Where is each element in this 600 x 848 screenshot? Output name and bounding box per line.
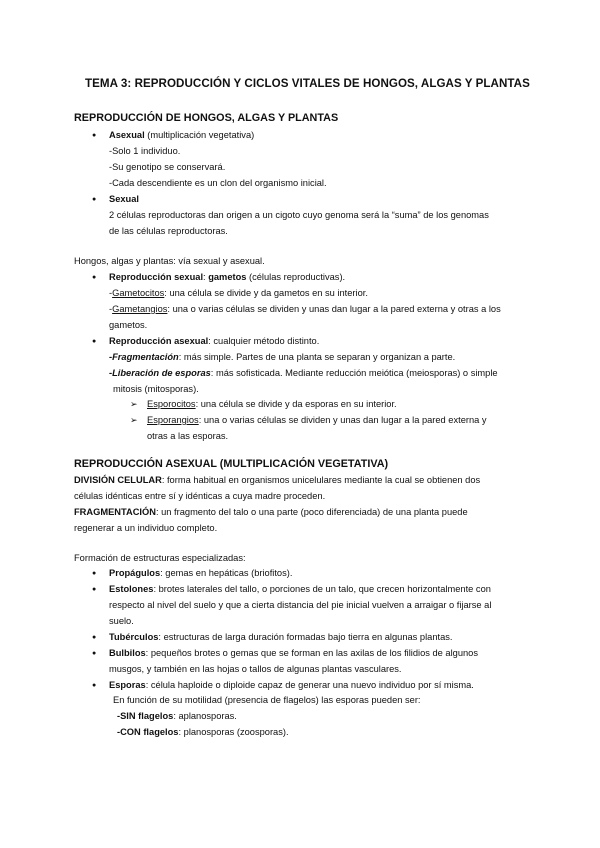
gametocitos-line — [109, 287, 368, 300]
item-term: Propágulos — [109, 568, 161, 578]
fragmentacion-rest: : más simple. Partes de una planta se separan y organizan a parte. — [178, 352, 456, 362]
item-term: Estolones — [109, 584, 154, 594]
bullet-icon: ● — [92, 650, 97, 657]
dash: - — [109, 288, 113, 298]
repsex-term: Reproducción sexual — [109, 272, 204, 282]
division-rest: : forma habitual en organismos unicelulares mediante la cual se obtienen dos — [161, 475, 481, 485]
page-title: TEMA 3: REPRODUCCIÓN Y CICLOS VITALES DE HONGOS, ALGAS Y PLANTAS — [85, 77, 530, 90]
liberacion-line — [109, 367, 498, 380]
bullet-icon: ● — [92, 682, 97, 689]
esporocitos-term: Esporocitos — [147, 399, 196, 409]
repasex-term: Reproducción asexual — [109, 336, 209, 346]
frag-line — [74, 506, 468, 519]
esporocitos-rest: : una célula se divide y da esporas en su interior. — [195, 399, 397, 409]
item-term: Esporas — [109, 680, 146, 690]
frag-term: FRAGMENTACIÓN — [74, 507, 156, 517]
con-flagelos-term: -CON flagelos — [117, 727, 179, 737]
list-item — [109, 679, 474, 692]
item-term: Bulbilos — [109, 648, 146, 658]
bullet-icon: ● — [92, 338, 97, 345]
asexual-term: Asexual — [109, 130, 145, 140]
intro-line: Hongos, algas y plantas: vía sexual y asexual. — [74, 256, 265, 266]
liberacion-cont: mitosis (mitosporas). — [113, 384, 199, 394]
sexual-term: Sexual — [109, 194, 139, 204]
gametangios-cont: gametos. — [109, 320, 148, 330]
item-rest: : célula haploide o diploide capaz de generar una nuevo individuo por sí misma. — [145, 680, 474, 690]
repsex-colon: : — [203, 272, 209, 282]
con-flagelos-line — [117, 726, 289, 739]
con-flagelos-rest: : planosporas (zoosporas). — [178, 727, 289, 737]
item-cont: musgos, y también en las hojas o tallos de algunas plantas vasculares. — [109, 664, 402, 674]
arrow-bullet-icon: ➢ — [130, 399, 138, 409]
liberacion-term: -Liberación de esporas — [109, 368, 211, 378]
esporangios-cont: otras a las esporas. — [147, 431, 229, 441]
asexual-line: -Su genotipo se conservará. — [109, 162, 226, 172]
gametocitos-term: Gametocitos — [112, 288, 165, 298]
esporangios-term: Esporangios — [147, 415, 199, 425]
list-item — [109, 631, 452, 644]
item-rest: : estructuras de larga duración formadas bajo tierra en algunas plantas. — [158, 632, 453, 642]
esporangios-line — [147, 414, 487, 427]
repasex-rest: : cualquier método distinto. — [208, 336, 320, 346]
bullet-icon: ● — [92, 634, 97, 641]
repasex-item — [109, 335, 319, 348]
division-term: DIVISIÓN CELULAR — [74, 475, 162, 485]
asexual-rest: (multiplicación vegetativa) — [144, 130, 255, 140]
formacion-line: Formación de estructuras especializadas: — [74, 553, 246, 563]
fragmentacion-term: -Fragmentación — [109, 352, 179, 362]
section-heading-reproduccion: REPRODUCCIÓN DE HONGOS, ALGAS Y PLANTAS — [74, 112, 339, 124]
liberacion-rest: : más sofisticada. Mediante reducción meiótica (meiosporas) o simple — [210, 368, 498, 378]
fragmentacion-line — [109, 351, 455, 364]
item-term: Tubérculos — [109, 632, 159, 642]
list-item — [109, 583, 491, 596]
list-item — [109, 647, 478, 660]
gametangios-term: Gametangios — [112, 304, 168, 314]
repsex-rest: (células reproductivas). — [246, 272, 346, 282]
repsex-item — [109, 271, 345, 284]
sin-flagelos-term: -SIN flagelos — [117, 711, 174, 721]
division-cont: células idénticas entre sí y idénticas a cuya madre proceden. — [74, 491, 326, 501]
sexual-line: 2 células reproductoras dan origen a un cigoto cuyo genoma será la “suma” de los genomas — [109, 210, 489, 220]
asexual-line: -Solo 1 individuo. — [109, 146, 181, 156]
bullet-icon: ● — [92, 274, 97, 281]
motilidad-line: En función de su motilidad (presencia de flagelos) las esporas pueden ser: — [113, 695, 421, 705]
dash: - — [109, 304, 113, 314]
item-cont: respecto al nivel del suelo y que a cierta distancia del pie inicial vuelven a arraigar o fijarse al — [109, 600, 492, 610]
esporangios-rest: : una o varias células se dividen y unas dan lugar a la pared externa y — [198, 415, 487, 425]
bullet-icon: ● — [92, 570, 97, 577]
item-rest: : brotes laterales del tallo, o porciones de un talo, que crecen horizontalmente con — [153, 584, 491, 594]
frag-rest: : un fragmento del talo o una parte (poco diferenciada) de una planta puede — [155, 507, 468, 517]
gametos-term: gametos — [208, 272, 247, 282]
item-rest: : gemas en hepáticas (briofitos). — [160, 568, 293, 578]
item-rest: : pequeños brotes o gemas que se forman en las axilas de los filidios de algunos — [145, 648, 478, 658]
frag-cont: regenerar a un individuo completo. — [74, 523, 218, 533]
bullet-icon: ● — [92, 586, 97, 593]
asexual-line: -Cada descendiente es un clon del organismo inicial. — [109, 178, 327, 188]
sexual-line: de las células reproductoras. — [109, 226, 228, 236]
division-line — [74, 474, 480, 487]
gametangios-rest: : una o varias células se dividen y unas dan lugar a la pared externa y otras a los — [167, 304, 501, 314]
gametangios-line — [109, 303, 501, 316]
bullet-icon: ● — [92, 196, 97, 203]
arrow-bullet-icon: ➢ — [130, 415, 138, 425]
section-heading-asexual: REPRODUCCIÓN ASEXUAL (MULTIPLICACIÓN VEGETATIVA) — [74, 458, 389, 470]
bullet-icon: ● — [92, 132, 97, 139]
esporocitos-line — [147, 398, 397, 411]
asexual-item — [109, 129, 254, 142]
gametocitos-rest: : una célula se divide y da gametos en su interior. — [164, 288, 368, 298]
sin-flagelos-line — [117, 710, 237, 723]
item-cont: suelo. — [109, 616, 134, 626]
list-item — [109, 567, 292, 580]
sin-flagelos-rest: : aplanosporas. — [173, 711, 237, 721]
